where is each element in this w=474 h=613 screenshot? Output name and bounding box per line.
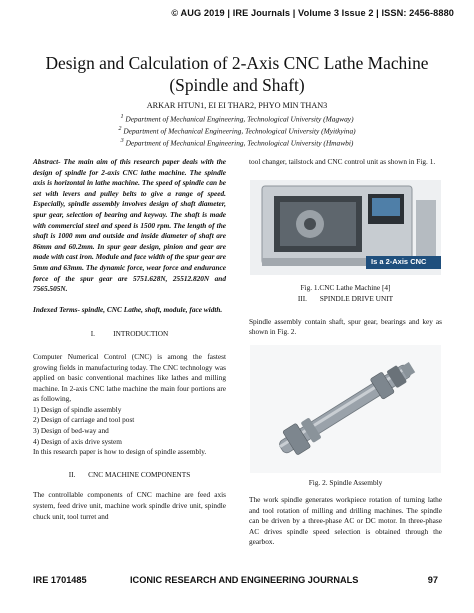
affiliation-2-text: Department of Mechanical Engineering, Technological University (Myitkyina) [123,126,356,136]
affiliation-1 [0,114,474,123]
footer-journal-name: ICONIC RESEARCH AND ENGINEERING JOURNALS [130,575,359,585]
spindle-paragraph: Spindle assembly contain shaft, spur gear, bearings and key as shown in Fig. 2. [249,316,442,337]
list-item: 4) Design of axis drive system [33,436,122,446]
affiliation-1-mark: 1 [120,114,124,120]
list-item: 2) Design of carriage and tool post [33,415,135,425]
section-heading-introduction: I. INTRODUCTION [90,329,169,339]
figure-1-caption: Fig. 1.CNC Lathe Machine [4] [300,283,391,292]
paper-title [0,52,474,96]
figure-2-caption: Fig. 2. Spindle Assembly [308,478,383,487]
footer-paper-id: IRE 1701485 [33,575,87,585]
right-top-text: tool changer, tailstock and CNC control unit as shown in Fig. 1. [249,157,436,166]
cnc-lathe-figure [250,180,441,275]
affiliation-1-text: Department of Mechanical Engineering, Technological University (Magway) [125,114,354,124]
title-line-2: (Spindle and Shaft) [169,75,305,95]
list-item: 3) Design of bed-way and [33,426,109,436]
figure-overlay-text: Is a 2-Axis CNC [371,257,427,266]
spindle-assembly-figure [250,345,441,473]
section-heading-components: II. CNC MACHINE COMPONENTS [68,469,191,479]
affiliation-2 [0,126,474,135]
intro-tail: In this research paper is how to design of spindle assembly. [33,447,207,457]
author-list: ARKAR HTUN1, EI EI THAR2, PHYO MIN THAN3 [146,101,328,110]
affiliation-3-mark: 3 [120,138,124,144]
title-line-1: Design and Calculation of 2-Axis CNC Lathe Machine [45,53,429,73]
section-heading-spindle: III. SPINDLE DRIVE UNIT [297,294,394,303]
footer-page-number: 97 [427,575,438,585]
right-middle [249,294,442,338]
journal-header: © AUG 2019 | IRE Journals | Volume 3 Issue 2 | ISSN: 2456-8880 [171,8,454,18]
intro-paragraph: Computer Numerical Control (CNC) is among the fastest growing fields in manufacturing today. The CNC technology was applied on basic conventional machines like lathes and milling machine. In 2-axis CNC lathe machine the main four portions are as following, [33,351,226,404]
intro-list [33,405,226,447]
work-paragraph: The work spindle generates workpiece rotation of turning lathe and tool rotation of milling and drilling machines. The spindle can be driven by a three-phase AC or DC motor. In three-phase AC drives spindle speed selection is obtained through the gearbox. [249,495,442,547]
affiliation-2-mark: 2 [118,126,122,132]
affiliation-3-text: Department of Mechanical Engineering, Technological University (Hmawbi) [125,138,354,148]
left-column [33,157,226,522]
list-item: 1) Design of spindle assembly [33,404,122,414]
components-paragraph: The controllable components of CNC machine are feed axis system, feed drive unit, machine work spindle drive unit, spindle chuck unit, tool turret and [33,490,226,521]
index-terms: Indexed Terms- spindle, CNC Lathe, shaft, module, face width. [33,304,223,314]
affiliation-3 [0,138,474,147]
abstract-text: Abstract- The main aim of this research paper deals with the design of spindle for 2-axis CNC lathe machine. The spindle axis is horizontal in lathe machine. The speed of spindle can be set with levers and pulley belts to give a range of speed. Especially, spindle assembly involves design of shaft diameter, spur gear, selection of bearing and keyway. The shaft is made with commercial steel and speed is 1500 rpm. The length of the shaft is 1000 mm and outside and inside diameter of shaft are 86mm and 60.2mm. In spur gear design, pinion and gear are made with cast iron. Module and face width of the spur gear are 5mm and 63mm. The dynamic force, wear force and endurance force of the spur gear are 5751.628N, 25512.820N and 7565.505N. [33,157,226,294]
